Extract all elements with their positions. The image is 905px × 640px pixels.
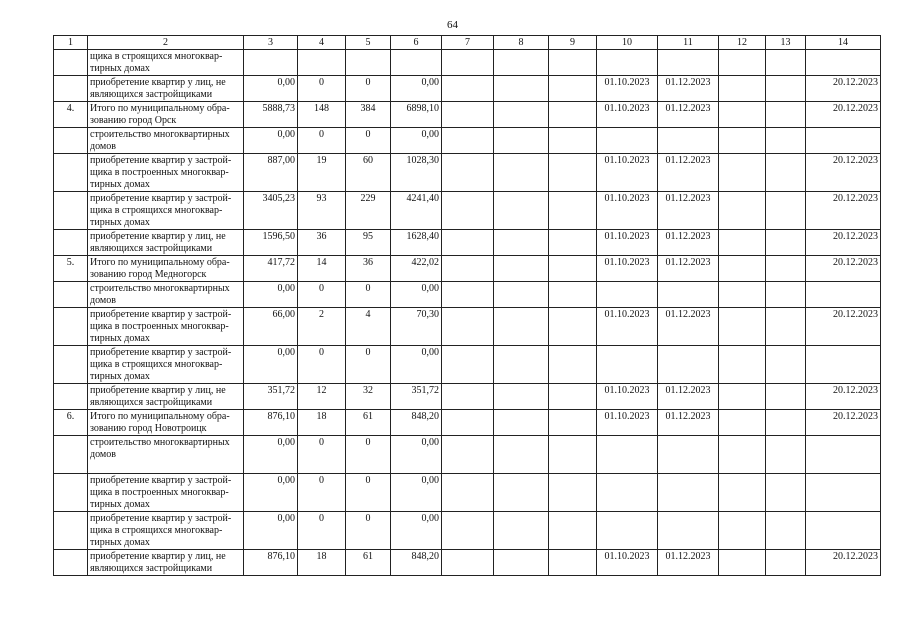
cell-date: 01.10.2023 <box>597 384 658 410</box>
cell-empty <box>549 128 597 154</box>
cell-count: 0 <box>298 346 346 384</box>
cell-empty <box>719 230 766 256</box>
cell-empty <box>549 474 597 512</box>
cell-empty <box>442 50 494 76</box>
cell-amount: 887,00 <box>244 154 298 192</box>
cell-date: 01.10.2023 <box>597 256 658 282</box>
table-row <box>54 154 881 192</box>
cell-amount: 351,72 <box>244 384 298 410</box>
row-name: строительство многоквартирных домов <box>88 128 244 154</box>
cell-empty <box>766 384 806 410</box>
cell-amount: 1628,40 <box>391 230 442 256</box>
cell-empty <box>442 512 494 550</box>
cell-empty <box>549 308 597 346</box>
cell-date: 20.12.2023 <box>806 230 881 256</box>
table-row <box>54 346 881 384</box>
cell-count: 0 <box>346 282 391 308</box>
cell-amount: 0,00 <box>244 76 298 102</box>
row-name: приобретение квартир у застрой-щика в строящихся многоквар-тирных домах <box>88 512 244 550</box>
cell-empty <box>766 192 806 230</box>
cell-amount: 0,00 <box>244 474 298 512</box>
cell-count <box>298 50 346 76</box>
column-header: 6 <box>391 36 442 50</box>
cell-amount: 0,00 <box>391 474 442 512</box>
cell-empty <box>442 550 494 576</box>
row-name: приобретение квартир у застрой-щика в построенных многоквар-тирных домах <box>88 154 244 192</box>
column-header: 5 <box>346 36 391 50</box>
cell-empty <box>719 256 766 282</box>
cell-date: 01.10.2023 <box>597 550 658 576</box>
cell-amount: 0,00 <box>244 346 298 384</box>
row-number <box>54 550 88 576</box>
column-header: 8 <box>494 36 549 50</box>
row-name: приобретение квартир у застрой-щика в строящихся многоквар-тирных домах <box>88 192 244 230</box>
cell-date: 01.10.2023 <box>597 308 658 346</box>
cell-amount: 876,10 <box>244 410 298 436</box>
cell-empty <box>494 192 549 230</box>
column-header: 12 <box>719 36 766 50</box>
cell-amount: 422,02 <box>391 256 442 282</box>
cell-count: 60 <box>346 154 391 192</box>
cell-empty <box>442 474 494 512</box>
cell-empty <box>549 410 597 436</box>
cell-empty <box>494 50 549 76</box>
cell-date: 01.10.2023 <box>597 154 658 192</box>
cell-date <box>806 474 881 512</box>
cell-amount: 876,10 <box>244 550 298 576</box>
cell-amount: 0,00 <box>391 346 442 384</box>
cell-date <box>597 436 658 474</box>
cell-amount: 6898,10 <box>391 102 442 128</box>
cell-amount: 70,30 <box>391 308 442 346</box>
cell-empty <box>549 154 597 192</box>
cell-count: 4 <box>346 308 391 346</box>
cell-date: 01.12.2023 <box>658 384 719 410</box>
cell-empty <box>494 550 549 576</box>
cell-date: 01.12.2023 <box>658 308 719 346</box>
cell-empty <box>766 102 806 128</box>
cell-count: 36 <box>298 230 346 256</box>
cell-empty <box>494 256 549 282</box>
cell-empty <box>549 384 597 410</box>
cell-empty <box>549 512 597 550</box>
cell-empty <box>766 474 806 512</box>
cell-amount: 0,00 <box>391 128 442 154</box>
cell-amount: 66,00 <box>244 308 298 346</box>
cell-count: 18 <box>298 550 346 576</box>
cell-date: 01.10.2023 <box>597 230 658 256</box>
cell-date: 20.12.2023 <box>806 192 881 230</box>
cell-empty <box>494 128 549 154</box>
cell-count: 61 <box>346 550 391 576</box>
cell-count: 148 <box>298 102 346 128</box>
column-number-row <box>54 36 881 50</box>
program-table <box>53 35 881 576</box>
cell-empty <box>719 410 766 436</box>
row-name: приобретение квартир у лиц, не являющихся застройщиками <box>88 550 244 576</box>
cell-date: 20.12.2023 <box>806 308 881 346</box>
cell-empty <box>549 282 597 308</box>
table-row <box>54 282 881 308</box>
column-header: 13 <box>766 36 806 50</box>
cell-empty <box>719 154 766 192</box>
cell-date: 20.12.2023 <box>806 410 881 436</box>
cell-date <box>806 50 881 76</box>
cell-date <box>658 436 719 474</box>
cell-empty <box>719 384 766 410</box>
cell-count: 384 <box>346 102 391 128</box>
cell-date: 01.12.2023 <box>658 550 719 576</box>
cell-date: 01.12.2023 <box>658 230 719 256</box>
cell-date <box>597 50 658 76</box>
cell-empty <box>494 76 549 102</box>
row-number: 4. <box>54 102 88 128</box>
row-name: Итого по муниципальному обра-зованию город Новотроицк <box>88 410 244 436</box>
cell-count: 2 <box>298 308 346 346</box>
row-number <box>54 128 88 154</box>
cell-count: 0 <box>298 128 346 154</box>
cell-empty <box>442 102 494 128</box>
cell-date: 01.12.2023 <box>658 192 719 230</box>
cell-count: 0 <box>298 474 346 512</box>
cell-empty <box>494 346 549 384</box>
cell-empty <box>549 192 597 230</box>
cell-date <box>806 128 881 154</box>
cell-count: 14 <box>298 256 346 282</box>
cell-date: 20.12.2023 <box>806 384 881 410</box>
cell-date: 01.12.2023 <box>658 102 719 128</box>
cell-empty <box>549 230 597 256</box>
cell-date: 01.10.2023 <box>597 192 658 230</box>
cell-date <box>597 282 658 308</box>
cell-count: 229 <box>346 192 391 230</box>
table-row <box>54 512 881 550</box>
cell-amount: 0,00 <box>391 436 442 474</box>
cell-empty <box>494 474 549 512</box>
cell-empty <box>719 128 766 154</box>
table-row <box>54 128 881 154</box>
cell-date <box>597 346 658 384</box>
cell-date: 01.10.2023 <box>597 76 658 102</box>
column-header: 1 <box>54 36 88 50</box>
cell-empty <box>442 308 494 346</box>
cell-amount: 0,00 <box>244 282 298 308</box>
table-row <box>54 230 881 256</box>
table-row <box>54 436 881 474</box>
table-row <box>54 102 881 128</box>
cell-empty <box>766 128 806 154</box>
cell-count: 18 <box>298 410 346 436</box>
cell-empty <box>549 346 597 384</box>
table-row <box>54 550 881 576</box>
table-row <box>54 474 881 512</box>
cell-empty <box>442 410 494 436</box>
table-row <box>54 76 881 102</box>
cell-count: 0 <box>298 436 346 474</box>
cell-date <box>806 346 881 384</box>
cell-amount: 351,72 <box>391 384 442 410</box>
row-name: строительство многоквартирных домов <box>88 282 244 308</box>
row-number: 6. <box>54 410 88 436</box>
cell-empty <box>549 102 597 128</box>
row-number <box>54 308 88 346</box>
cell-empty <box>719 192 766 230</box>
cell-empty <box>766 76 806 102</box>
cell-empty <box>494 436 549 474</box>
cell-empty <box>719 50 766 76</box>
cell-empty <box>766 436 806 474</box>
cell-empty <box>766 230 806 256</box>
cell-empty <box>442 282 494 308</box>
cell-amount: 4241,40 <box>391 192 442 230</box>
cell-date: 01.12.2023 <box>658 154 719 192</box>
row-number <box>54 50 88 76</box>
row-number <box>54 384 88 410</box>
row-name: приобретение квартир у лиц, не являющихся застройщиками <box>88 384 244 410</box>
cell-empty <box>719 550 766 576</box>
cell-empty <box>442 256 494 282</box>
cell-count: 12 <box>298 384 346 410</box>
cell-empty <box>766 154 806 192</box>
cell-empty <box>719 102 766 128</box>
cell-amount: 848,20 <box>391 550 442 576</box>
cell-empty <box>494 308 549 346</box>
row-number <box>54 436 88 474</box>
cell-count: 95 <box>346 230 391 256</box>
row-name: щика в строящихся многоквар-тирных домах <box>88 50 244 76</box>
cell-count: 0 <box>346 512 391 550</box>
cell-amount: 5888,73 <box>244 102 298 128</box>
cell-count <box>346 50 391 76</box>
cell-empty <box>549 256 597 282</box>
cell-empty <box>766 50 806 76</box>
cell-empty <box>494 512 549 550</box>
row-number <box>54 154 88 192</box>
row-name: приобретение квартир у застрой-щика в построенных многоквар-тирных домах <box>88 474 244 512</box>
cell-date <box>806 282 881 308</box>
cell-amount: 417,72 <box>244 256 298 282</box>
cell-amount: 0,00 <box>244 436 298 474</box>
column-header: 10 <box>597 36 658 50</box>
cell-date <box>658 128 719 154</box>
table-row <box>54 384 881 410</box>
cell-amount: 0,00 <box>391 282 442 308</box>
cell-empty <box>442 128 494 154</box>
cell-date: 20.12.2023 <box>806 256 881 282</box>
table-row <box>54 50 881 76</box>
row-number <box>54 512 88 550</box>
row-name: приобретение квартир у застрой-щика в строящихся многоквар-тирных домах <box>88 346 244 384</box>
cell-empty <box>442 436 494 474</box>
cell-amount <box>391 50 442 76</box>
cell-count: 93 <box>298 192 346 230</box>
cell-date: 01.10.2023 <box>597 410 658 436</box>
cell-count: 0 <box>298 282 346 308</box>
cell-amount: 0,00 <box>244 128 298 154</box>
cell-date <box>658 512 719 550</box>
cell-empty <box>766 308 806 346</box>
row-name: приобретение квартир у лиц, не являющихся застройщиками <box>88 230 244 256</box>
column-header: 7 <box>442 36 494 50</box>
row-number <box>54 76 88 102</box>
cell-count: 0 <box>346 128 391 154</box>
column-header: 4 <box>298 36 346 50</box>
column-header: 14 <box>806 36 881 50</box>
cell-empty <box>766 550 806 576</box>
cell-date <box>597 474 658 512</box>
row-name: Итого по муниципальному обра-зованию город Орск <box>88 102 244 128</box>
cell-empty <box>766 410 806 436</box>
cell-amount: 0,00 <box>391 512 442 550</box>
cell-amount: 848,20 <box>391 410 442 436</box>
row-name: строительство многоквартирных домов <box>88 436 244 474</box>
cell-date: 20.12.2023 <box>806 102 881 128</box>
cell-empty <box>549 550 597 576</box>
cell-empty <box>766 282 806 308</box>
cell-date: 01.12.2023 <box>658 256 719 282</box>
cell-count: 0 <box>298 76 346 102</box>
row-number <box>54 474 88 512</box>
cell-date: 20.12.2023 <box>806 76 881 102</box>
cell-count: 19 <box>298 154 346 192</box>
row-number <box>54 192 88 230</box>
cell-date <box>597 128 658 154</box>
cell-empty <box>494 230 549 256</box>
cell-date: 01.12.2023 <box>658 76 719 102</box>
column-header: 11 <box>658 36 719 50</box>
row-name: приобретение квартир у застрой-щика в построенных многоквар-тирных домах <box>88 308 244 346</box>
cell-empty <box>442 346 494 384</box>
cell-date: 01.12.2023 <box>658 410 719 436</box>
cell-amount: 1596,50 <box>244 230 298 256</box>
cell-date: 01.10.2023 <box>597 102 658 128</box>
cell-amount: 1028,30 <box>391 154 442 192</box>
cell-amount: 3405,23 <box>244 192 298 230</box>
cell-date <box>658 50 719 76</box>
row-number <box>54 230 88 256</box>
cell-date <box>806 512 881 550</box>
cell-empty <box>719 346 766 384</box>
cell-date <box>658 474 719 512</box>
row-name: приобретение квартир у лиц, не являющихся застройщиками <box>88 76 244 102</box>
cell-date <box>658 282 719 308</box>
cell-empty <box>494 410 549 436</box>
table-row <box>54 308 881 346</box>
cell-empty <box>494 282 549 308</box>
cell-empty <box>766 512 806 550</box>
row-number <box>54 282 88 308</box>
cell-count: 61 <box>346 410 391 436</box>
cell-count: 0 <box>346 76 391 102</box>
cell-empty <box>549 436 597 474</box>
cell-empty <box>494 102 549 128</box>
row-name: Итого по муниципальному обра-зованию город Медногорск <box>88 256 244 282</box>
table-row <box>54 410 881 436</box>
cell-empty <box>442 154 494 192</box>
cell-empty <box>719 474 766 512</box>
cell-amount: 0,00 <box>391 76 442 102</box>
cell-empty <box>442 76 494 102</box>
table-row <box>54 256 881 282</box>
cell-empty <box>442 384 494 410</box>
cell-empty <box>442 230 494 256</box>
cell-empty <box>549 76 597 102</box>
column-header: 9 <box>549 36 597 50</box>
cell-empty <box>766 346 806 384</box>
column-header: 2 <box>88 36 244 50</box>
page-number: 64 <box>447 19 458 31</box>
cell-date <box>806 436 881 474</box>
cell-count: 32 <box>346 384 391 410</box>
cell-date: 20.12.2023 <box>806 550 881 576</box>
cell-empty <box>766 256 806 282</box>
cell-count: 0 <box>346 474 391 512</box>
cell-count: 36 <box>346 256 391 282</box>
cell-date: 20.12.2023 <box>806 154 881 192</box>
cell-count: 0 <box>346 346 391 384</box>
cell-empty <box>494 154 549 192</box>
cell-amount: 0,00 <box>244 512 298 550</box>
cell-count: 0 <box>298 512 346 550</box>
cell-empty <box>442 192 494 230</box>
cell-empty <box>719 282 766 308</box>
cell-date <box>597 512 658 550</box>
cell-empty <box>719 512 766 550</box>
cell-empty <box>494 384 549 410</box>
column-header: 3 <box>244 36 298 50</box>
row-number <box>54 346 88 384</box>
table-row <box>54 192 881 230</box>
cell-count: 0 <box>346 436 391 474</box>
row-number: 5. <box>54 256 88 282</box>
cell-amount <box>244 50 298 76</box>
cell-empty <box>719 76 766 102</box>
cell-empty <box>719 308 766 346</box>
cell-date <box>658 346 719 384</box>
cell-empty <box>549 50 597 76</box>
cell-empty <box>719 436 766 474</box>
